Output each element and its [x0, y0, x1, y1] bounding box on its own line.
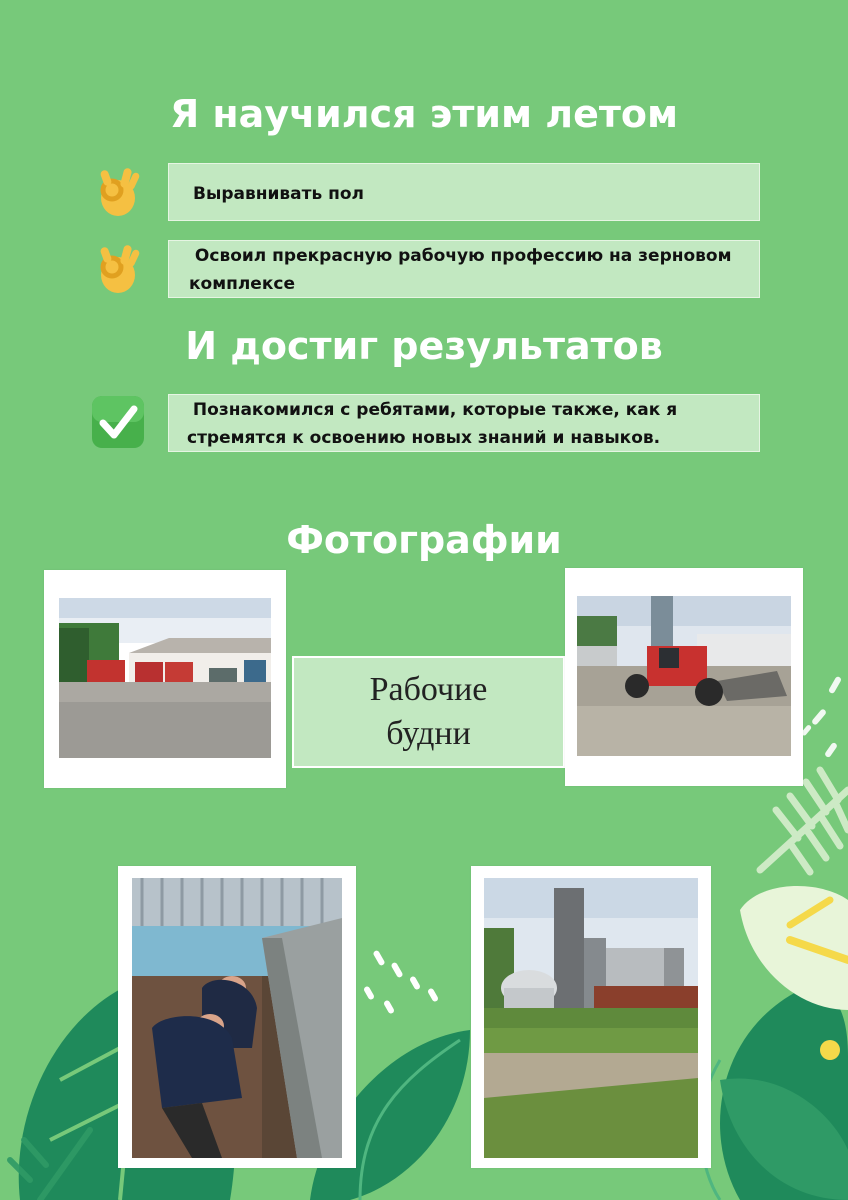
caption-text: [370, 668, 488, 756]
photo-trucks-yard: [59, 598, 271, 758]
caption-line-2: будни: [386, 715, 471, 752]
photo-frame-trucks: [44, 570, 286, 788]
learned-item-2-line-2: комплексе: [189, 274, 295, 294]
learned-item-1: [168, 163, 760, 221]
photo-workers-floor: [132, 878, 342, 1158]
ok-hand-icon: [96, 243, 140, 301]
ok-hand-icon: [96, 166, 140, 224]
photo-frame-grain-complex: [471, 866, 711, 1168]
learned-item-2: [168, 240, 760, 298]
results-item-1-line-1: Познакомился с ребятами, которые также, как я: [187, 400, 678, 420]
caption-line-1: Рабочие: [369, 671, 488, 708]
photo-frame-loader: [565, 568, 803, 786]
results-title: И достиг результатов: [185, 324, 663, 368]
results-item-1: [168, 394, 760, 452]
photos-title: Фотографии: [286, 518, 562, 562]
photo-grain-complex: [484, 878, 698, 1158]
caption-box: [292, 656, 565, 768]
learned-title: Я научился этим летом: [169, 92, 679, 136]
results-item-1-line-2: стремятся к освоению новых знаний и навыков.: [187, 428, 661, 448]
learned-item-1-text: Выравнивать пол: [193, 184, 365, 204]
photo-frame-workers: [118, 866, 356, 1168]
learned-item-2-line-1: Освоил прекрасную рабочую профессию на зерновом: [189, 246, 732, 266]
check-mark-button-icon: [91, 395, 145, 453]
photo-loader: [577, 596, 791, 756]
